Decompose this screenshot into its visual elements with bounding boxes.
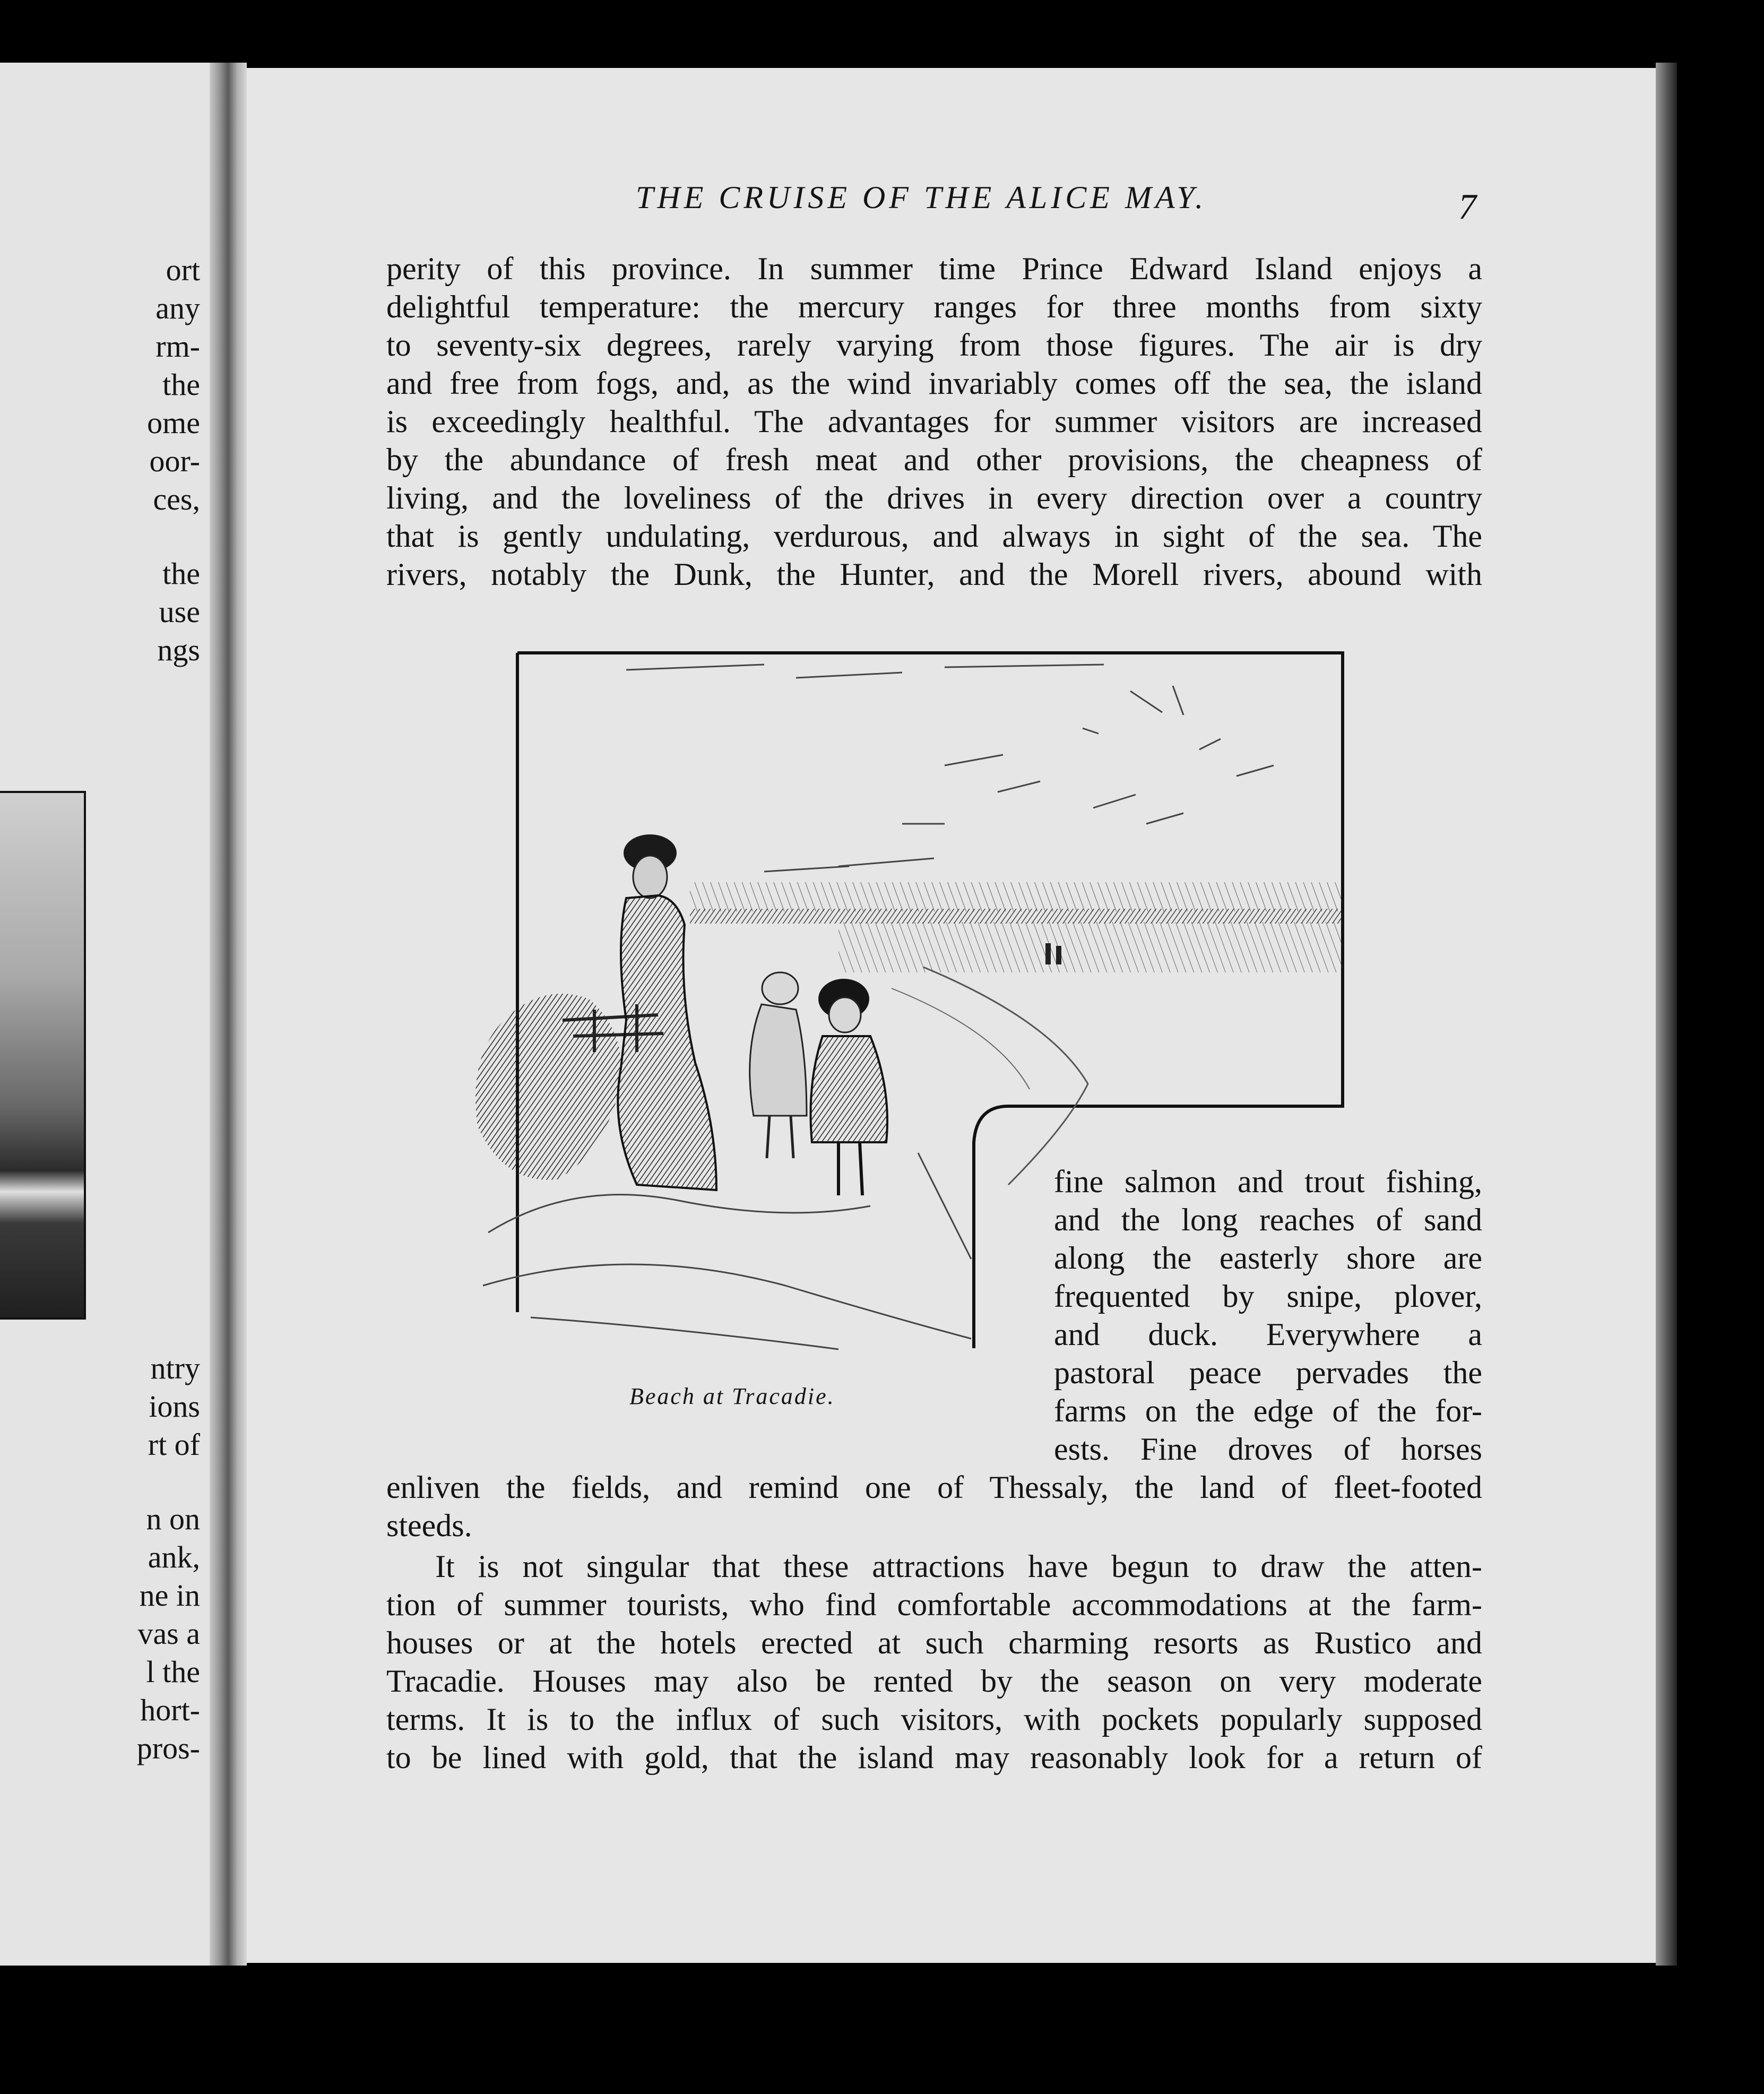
column-line: fine salmon and trout fishing, xyxy=(1054,1164,1482,1199)
column-line: frequented by snipe, plover, xyxy=(1054,1279,1482,1314)
body-line: perity of this province. In summer time Prince Edward Island enjoys a xyxy=(386,251,1482,286)
body-line: to seventy-six degrees, rarely varying from those figures. The air is dry xyxy=(386,328,1482,363)
left-line: vas a xyxy=(137,1616,200,1651)
body-line: enliven the fields, and remind one of Thessaly, the land of fleet-footed xyxy=(386,1470,1482,1505)
left-engraving-fragment xyxy=(0,791,86,1320)
body-line: steeds. xyxy=(386,1508,472,1543)
body-line: terms. It is to the influx of such visitors, with pockets popularly supposed xyxy=(386,1702,1482,1737)
column-line: farms on the edge of the for- xyxy=(1054,1393,1482,1428)
body-line: It is not singular that these attractions have begun to draw the atten- xyxy=(435,1549,1482,1584)
left-line: pros- xyxy=(136,1731,200,1765)
body-line: that is gently undulating, verdurous, and always in sight of the sea. The xyxy=(386,519,1482,554)
book-gutter xyxy=(210,63,247,1966)
page-edge-shadow xyxy=(1656,63,1677,1966)
body-line: and free from fogs, and, as the wind invariably comes off the sea, the island xyxy=(386,366,1482,401)
left-line: n on xyxy=(146,1502,200,1536)
left-page-fragment xyxy=(0,63,210,1966)
left-line: rt of xyxy=(148,1427,200,1462)
left-line: ces, xyxy=(153,482,200,516)
left-line: ions xyxy=(149,1389,200,1424)
body-line: to be lined with gold, that the island may reasonably look for a return of xyxy=(386,1740,1482,1775)
left-line: ome xyxy=(147,406,200,440)
left-line: ne in xyxy=(139,1578,200,1613)
column-line: pastoral peace pervades the xyxy=(1054,1355,1482,1390)
left-line: use xyxy=(159,594,200,629)
left-line: rm- xyxy=(155,329,200,364)
body-line: living, and the loveliness of the drives in every direction over a country xyxy=(386,480,1482,515)
left-line: ngs xyxy=(157,633,200,667)
left-line: l the xyxy=(146,1654,200,1689)
left-line: the xyxy=(162,367,200,402)
body-line: delightful temperature: the mercury ranges for three months from sixty xyxy=(386,289,1482,324)
left-line: ank, xyxy=(148,1540,200,1574)
body-line: tion of summer tourists, who find comfortable accommodations at the farm- xyxy=(386,1587,1482,1622)
left-line: the xyxy=(162,556,200,591)
column-line: along the easterly shore are xyxy=(1054,1240,1482,1276)
body-line: is exceedingly healthful. The advantages for summer visitors are increased xyxy=(386,404,1482,439)
body-line: houses or at the hotels erected at such charming resorts as Rustico and xyxy=(386,1625,1482,1660)
column-line: and the long reaches of sand xyxy=(1054,1202,1482,1237)
left-line: ort xyxy=(166,253,200,287)
left-line: any xyxy=(155,291,200,325)
left-line: oor- xyxy=(149,444,200,478)
page-number: 7 xyxy=(1458,186,1476,227)
body-line: rivers, notably the Dunk, the Hunter, and the Morell rivers, abound with xyxy=(386,557,1482,592)
running-head: THE CRUISE OF THE ALICE MAY. xyxy=(636,180,1207,215)
column-line: and duck. Everywhere a xyxy=(1054,1317,1482,1352)
body-line: Tracadie. Houses may also be rented by the season on very moderate xyxy=(386,1664,1482,1699)
left-line: hort- xyxy=(140,1693,200,1727)
body-line: by the abundance of fresh meat and other provisions, the cheapness of xyxy=(386,442,1482,477)
left-line: ntry xyxy=(150,1351,200,1385)
illustration-caption: Beach at Tracadie. xyxy=(629,1383,835,1409)
column-line: ests. Fine droves of horses xyxy=(1054,1432,1482,1467)
